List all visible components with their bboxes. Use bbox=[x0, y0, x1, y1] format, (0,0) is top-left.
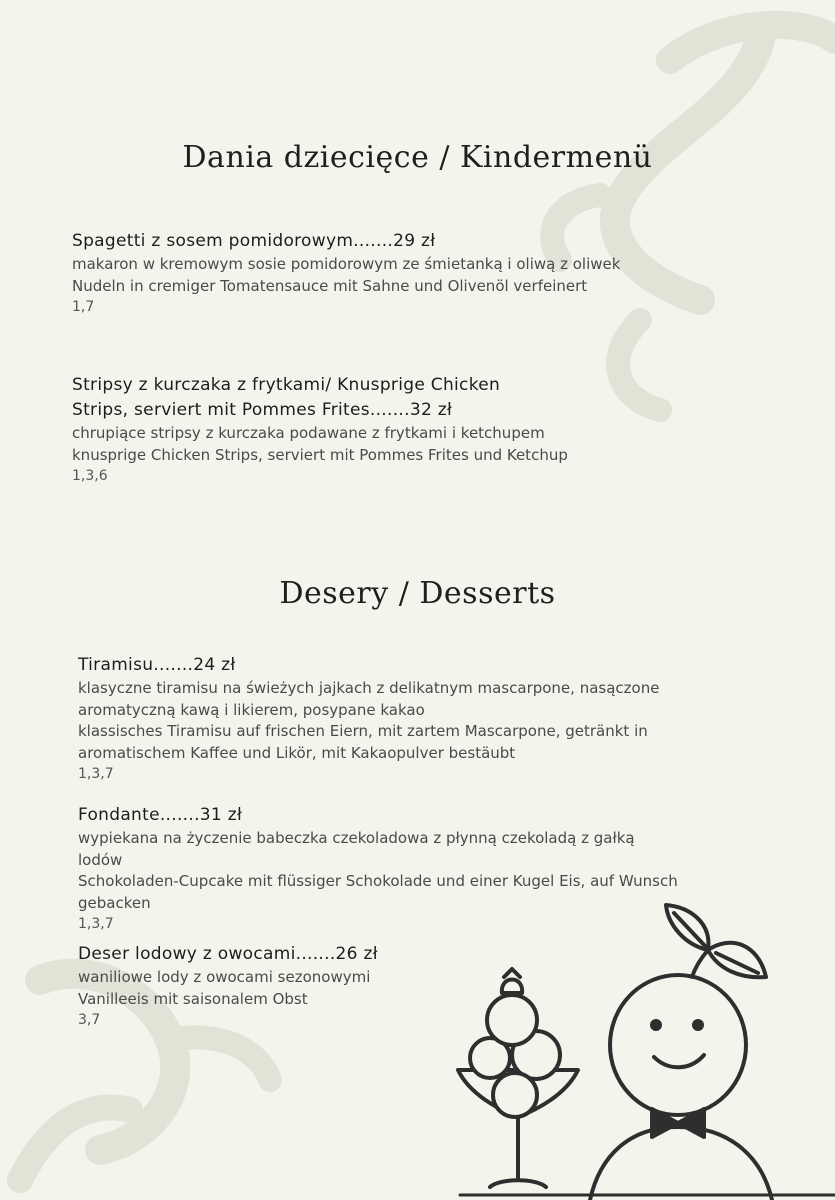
section-title-kids-menu: Dania dziecięce / Kindermenü bbox=[182, 140, 653, 175]
menu-item-description-line: klassisches Tiramisu auf frischen Eiern, mit zartem Mascarpone, getränkt in bbox=[78, 722, 648, 740]
menu-item-description-pl: chrupiące stripsy z kurczaka podawane z frytkami i ketchupem bbox=[72, 424, 545, 442]
menu-item-description-line: aromatyczną kawą i likierem, posypane kakao bbox=[78, 700, 425, 719]
menu-item-chicken-strips bbox=[72, 373, 752, 487]
menu-item-description-pl: makaron w kremowym sosie pomidorowym ze śmietanką i oliwą z oliwek bbox=[72, 255, 621, 273]
menu-item-description-line: wypiekana na życzenie babeczka czekoladowa z płynną czekoladą z gałką bbox=[78, 829, 635, 847]
allergen-codes: 1,3,7 bbox=[78, 916, 114, 932]
menu-item-title: Tiramisu.......24 zł bbox=[78, 655, 236, 675]
menu-item-tiramisu bbox=[78, 653, 758, 785]
menu-item-title-line-1: Stripsy z kurczaka z frytkami/ Knusprige Chicken bbox=[72, 375, 501, 395]
menu-item-description-de: Nudeln in cremiger Tomatensauce mit Sahne und Olivenöl verfeinert bbox=[72, 276, 588, 295]
menu-item-title: Fondante.......31 zł bbox=[78, 805, 243, 825]
menu-item-title: Spagetti z sosem pomidorowym.......29 zł bbox=[72, 231, 436, 251]
menu-item-spaghetti bbox=[72, 229, 752, 318]
menu-item-description-de: Vanilleeis mit saisonalem Obst bbox=[78, 989, 308, 1008]
allergen-codes: 1,3,6 bbox=[72, 468, 108, 484]
section-title-desserts: Desery / Desserts bbox=[279, 576, 556, 611]
menu-item-title: Deser lodowy z owocami.......26 zł bbox=[78, 944, 378, 964]
menu-item-title-line-2: Strips, serviert mit Pommes Frites.......32 zł bbox=[72, 400, 453, 420]
menu-item-description-de: knusprige Chicken Strips, serviert mit Pommes Frites und Ketchup bbox=[72, 445, 568, 464]
allergen-codes: 1,3,7 bbox=[78, 766, 114, 782]
menu-item-description-line: lodów bbox=[78, 850, 123, 869]
mascot-with-ice-cream-sundae-illustration bbox=[440, 895, 835, 1200]
menu-item-description-line: aromatischem Kaffee und Likör, mit Kakaopulver bestäubt bbox=[78, 743, 516, 762]
menu-item-description-line: gebacken bbox=[78, 893, 151, 912]
menu-item-description-line: Schokoladen-Cupcake mit flüssiger Schokolade und einer Kugel Eis, auf Wunsch bbox=[78, 872, 678, 890]
allergen-codes: 1,7 bbox=[72, 299, 95, 315]
menu-item-description-line: klasyczne tiramisu na świeżych jajkach z delikatnym mascarpone, nasączone bbox=[78, 679, 660, 697]
menu-item-description-pl: waniliowe lody z owocami sezonowymi bbox=[78, 968, 371, 986]
allergen-codes: 3,7 bbox=[78, 1012, 101, 1028]
